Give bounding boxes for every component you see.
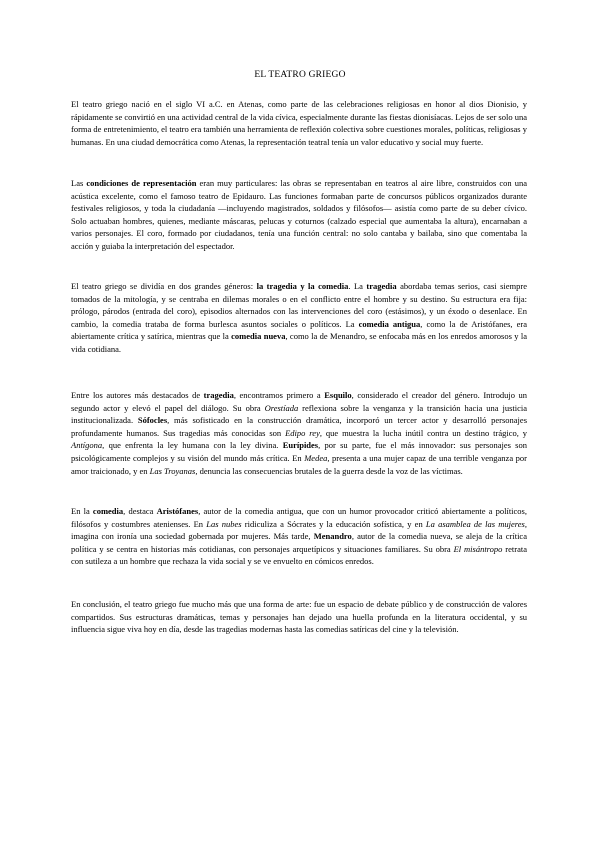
text-run: Entre los autores más destacados de — [71, 390, 204, 400]
document-title: EL TEATRO GRIEGO — [254, 70, 346, 80]
text-run: , como la de Menandro, se enfocaba más en los enredos amorosos y la vida cotidiana. — [71, 331, 527, 354]
text-run: reflexiona sobre la venganza y la transición hacia una justicia institucionalizada. — [71, 402, 528, 426]
paragraph-genres — [71, 280, 527, 356]
paragraph-origins — [71, 98, 527, 148]
text-run: ridiculiza a Sócrates y la educación sofística, y en — [241, 518, 426, 529]
text-run: , más sofisticado en la construcción dramática, incorporó un tercer actor y desarrolló personajes profundamente humanos. Sus tragedias más conocidas son — [71, 415, 528, 438]
bold-text: condiciones de representación — [86, 178, 197, 188]
bold-text: Eurípides — [282, 440, 319, 451]
text-run: , considerado el creador del género. Introdujo un segundo actor y elevó el papel del diálogo. Su obra — [71, 390, 528, 413]
text-run: , que muestra la lucha inútil contra un destino trágico, y — [319, 427, 528, 438]
text-run: . La — [348, 281, 367, 291]
text-run: , destaca — [123, 506, 157, 516]
text-run: En conclusión, el teatro griego fue mucho más que una forma de arte: fue un espacio de debate público y de construcción de valores compartidos. Sus estructuras dramáticas, temas y personajes han dejado una huella profunda en la literatura occidental, y su influencia sigue viva hoy en día, desde las tragedias modernas hasta las comedias satíricas del cine y la televisión. — [71, 599, 527, 635]
paragraph-tragedy-authors — [71, 389, 527, 477]
text-run: , autor de la comedia nueva, se aleja de la crítica política y se centra en historias más cotidianas, con personajes arquetípicos y situaciones familiares. Su obra — [71, 531, 527, 554]
paragraph-conclusion — [71, 598, 527, 636]
italic-title-text: Edipo rey — [285, 427, 320, 438]
paragraph-representation-conditions — [71, 177, 527, 253]
text-run: , autor de la comedia antigua, que con un humor provocador criticó abiertamente a políticos, filósofos y costumbres atenienses. En — [71, 506, 527, 529]
text-run: , presenta a una mujer capaz de una terrible venganza por amor traicionado, y en — [71, 452, 527, 476]
italic-title-text: El misántropo — [453, 543, 503, 554]
bold-text: Aristófanes — [156, 506, 199, 516]
italic-title-text: Las nubes — [206, 518, 242, 529]
text-run: , como la de Aristófanes, era abiertamente crítica y satírica, mientras que la — [71, 318, 527, 342]
bold-text: comedia antigua — [358, 318, 421, 329]
text-run: , por su parte, fue el más innovador: sus personajes son psicológicamente complejos y su visión del mundo más crítica. En — [71, 440, 527, 463]
text-run: , encontramos primero a — [233, 390, 325, 400]
text-run: , imagina con ironía una sociedad gobernada por mujeres. Más tarde, — [71, 518, 527, 542]
italic-title-text: La asamblea de las mujeres — [425, 518, 525, 529]
bold-text: Esquilo — [324, 390, 352, 400]
text-run: , denuncia las consecuencias brutales de la guerra desde la voz de las víctimas. — [195, 465, 463, 476]
bold-text: comedia nueva — [231, 331, 286, 342]
bold-text: Sófocles — [137, 415, 168, 426]
text-run: abordaba temas serios, casi siempre tomados de la mitología, y se centraba en dilemas morales o en el conflicto entre el hombre y su destino. Su estructura era fija: prólogo, párodos (entrada del coro), episodios alternados con las intervenciones del coro (estásimos), y un éxodo o desenlace. En cambio, la comedia trataba de forma burlesca asuntos sociales o políticos. La — [71, 281, 527, 329]
paragraph-comedy-authors — [71, 505, 527, 568]
text-run: El teatro griego se dividía en dos grandes géneros: — [71, 281, 257, 291]
text-run: El teatro griego nació en el siglo VI a.C. en Atenas, como parte de las celebraciones religiosas en honor al dios Dionisio, y rápidamente se convirtió en una actividad central de la vida cívica, especialmente durante las fiestas dionisíacas. Lejos de ser solo una forma de entretenimiento, el teatro era también una herramienta de reflexión colectiva sobre cuestiones morales, políticas, religiosas y humanas. En una ciudad democrática como Atenas, la representación teatral tenía un valor educativo y social muy fuerte. — [71, 99, 527, 147]
text-run: , que enfrenta la ley humana con la ley divina. — [102, 440, 283, 451]
italic-title-text: Las Troyanas — [149, 465, 196, 476]
bold-text: comedia — [92, 506, 124, 516]
bold-text: la tragedia y la comedia — [256, 281, 349, 291]
italic-title-text: Antígona — [71, 440, 103, 451]
bold-text: tragedia — [203, 390, 234, 400]
italic-title-text: Orestíada — [264, 402, 299, 413]
text-run: eran muy particulares: las obras se representaban en teatros al aire libre, construidos con una acústica excelente, como el famoso teatro de Epidauro. Las funciones formaban parte de concursos públicos organizados durante festivales religiosos, y toda la ciudadanía —incluyendo magistrados, soldados y filósofos— asistía como parte de su deber cívico. Solo actuaban hombres, quienes, mediante máscaras, pelucas y coturnos (calzado especial que aumentaba la altura), encarnaban a varios personajes. El coro, formado por ciudadanos, tenía una función central: no solo cantaba y bailaba, sino que comentaba la acción y guiaba la interpretación del espectador. — [71, 178, 527, 251]
bold-text: Menandro — [313, 531, 352, 542]
text-run: En la — [71, 506, 93, 516]
text-run: retrata con sutileza a un hombre que rechaza la vida social y se ve envuelto en cómicos enredos. — [71, 543, 527, 567]
bold-text: tragedia — [366, 281, 397, 291]
italic-title-text: Medea — [304, 452, 328, 463]
text-run: Las — [71, 178, 87, 188]
